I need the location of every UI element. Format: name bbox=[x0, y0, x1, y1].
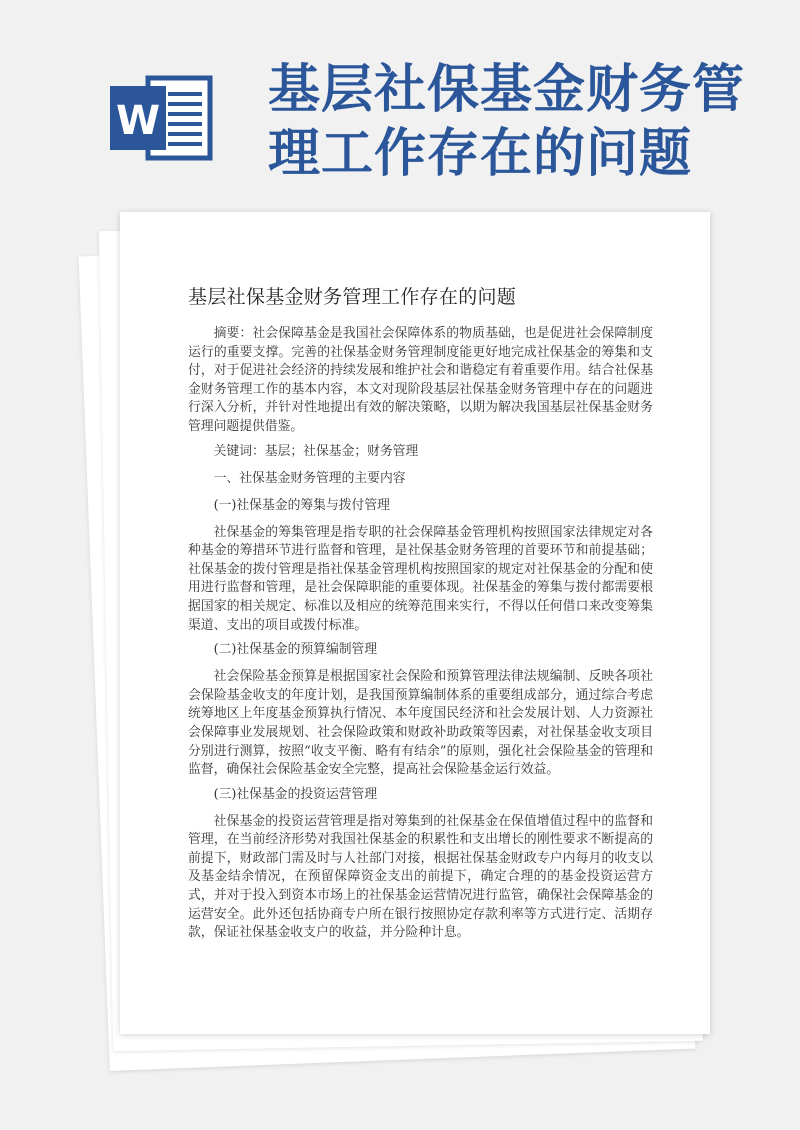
svg-text:W: W bbox=[115, 98, 161, 144]
body-paragraph: 社保基金的投资运营管理是指对筹集到的社保基金在保值增值过程中的监督和管理，在当前经济形势对我国社保基金的积累性和支出增长的刚性要求不断提高的前提下，财政部门需及时与人社部门对接，根据社保基金财政专户内每月的收支以及基金结余情况，在预留保障资金支出的前提下，确定合理的的基金投资运营方式，并对于投入到资本市场上的社保基金运营情况进行监管，确保社会保障基金的运营安全。此外还包括协商专户所在银行按照协定存款利率等方式进行定、活期存款，保证社保基金收支户的收益，并分险种计息。 bbox=[188, 813, 653, 941]
keywords-line: 关键词：基层；社保基金；财务管理 bbox=[213, 443, 419, 459]
subsection-heading: (一)社保基金的筹集与拨付管理 bbox=[213, 497, 390, 513]
subsection-heading: (三)社保基金的投资运营管理 bbox=[213, 786, 378, 802]
body-paragraph: 社会保险基金预算是根据国家社会保险和预算管理法律法规编制、反映各项社会保险基金收支的年度计划，是我国预算编制体系的重要组成部分，通过综合考虑统筹地区上年度基金预算执行情况、本年度国民经济和社会发展计划、人力资源社会保障事业发展规划、社会保险政策和财政补助政策等因素，对社保基金收支项目分别进行测算，按照“收支平衡、略有有结余”的原则，强化社会保险基金的管理和监督，确保社会保险基金安全完整，提高社会保险基金运行效益。 bbox=[188, 669, 653, 778]
word-document-icon bbox=[108, 72, 216, 164]
section-heading: 一、社保基金财务管理的主要内容 bbox=[213, 470, 406, 486]
body-paragraph: 社保基金的筹集管理是指专职的社会保障基金管理机构按照国家法律规定对各种基金的筹措环节进行监督和管理，是社保基金财务管理的首要环节和前提基础；社保基金的拨付管理是指社保基金管理机构按照国家的规定对社保基金的分配和使用进行监督和管理，是社会保障职能的重要体现。社保基金的筹集与拨付都需要根据国家的相关规定、标准以及相应的统筹范围来实行，不得以任何借口来改变筹集渠道、支出的项目或拨付标准。 bbox=[188, 524, 653, 633]
abstract-paragraph: 摘要：社会保障基金是我国社会保障体系的物质基础，也是促进社会保障制度运行的重要支撑。完善的社保基金财务管理制度能更好地完成社保基金的筹集和支付，对于促进社会经济的持续发展和维护社会和谐稳定有着重要作用。结合社保基金财务管理工作的基本内容，本文对现阶段基层社保基金财务管理中存在的问题进行深入分析，并针对性地提出有效的解决策略，以期为解决我国基层社保基金财务管理问题提供借鉴。 bbox=[188, 326, 653, 434]
document-banner-title: 基层社保基金财务管理工作存在的问题 bbox=[268, 60, 746, 184]
document-body bbox=[188, 325, 653, 949]
subsection-heading: (二)社保基金的预算编制管理 bbox=[213, 642, 378, 658]
page-title: 基层社保基金财务管理工作存在的问题 bbox=[188, 286, 517, 308]
